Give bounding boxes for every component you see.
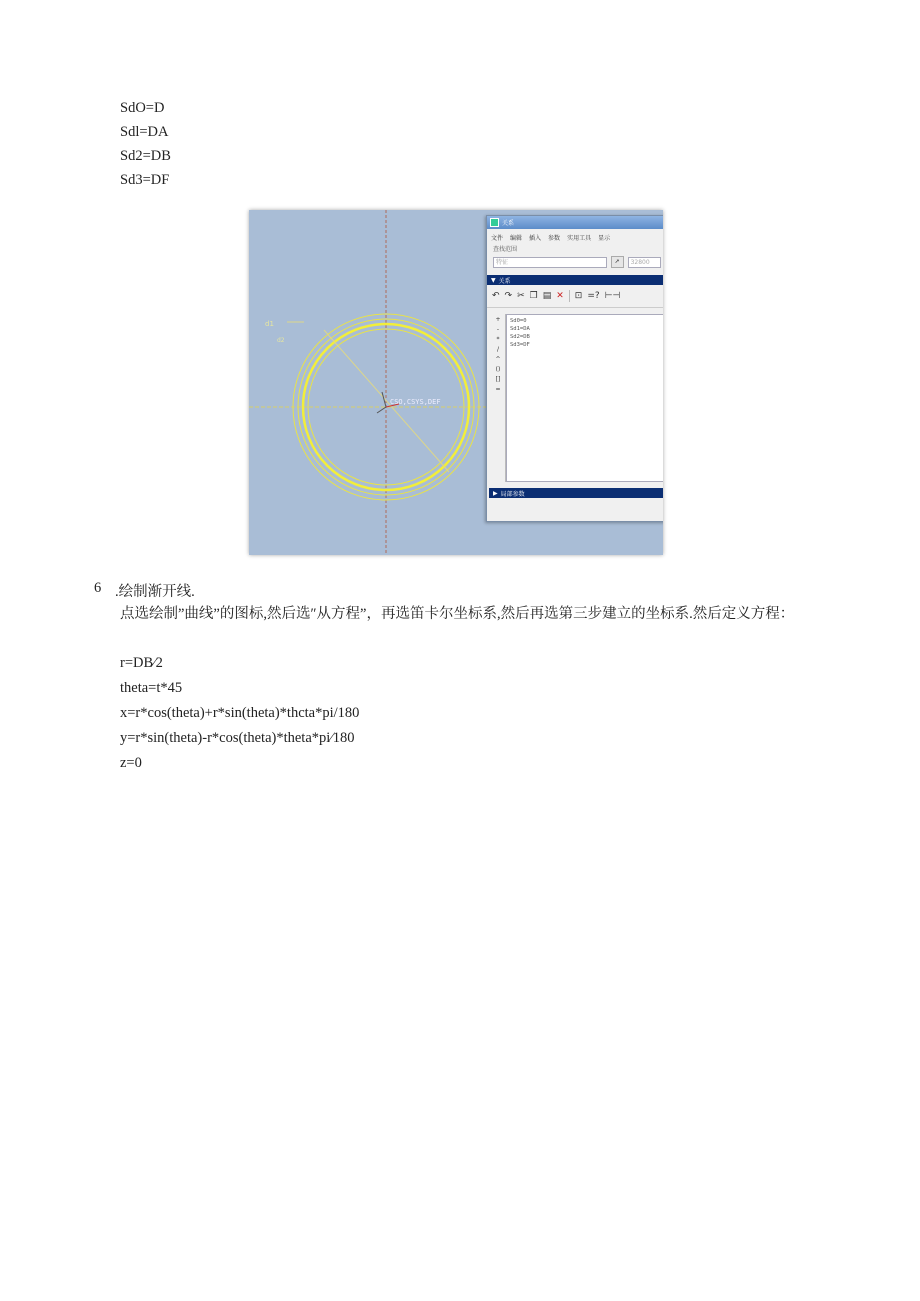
relations-toolbar bbox=[487, 285, 663, 308]
lookup-label: 查找范围 bbox=[493, 246, 518, 253]
relations-section-label: 关系 bbox=[498, 277, 511, 285]
evaluate-icon[interactable]: =? bbox=[587, 291, 600, 301]
dialog-titlebar bbox=[487, 216, 663, 229]
dimension-label: d1 bbox=[265, 320, 274, 328]
editor-line: Sd0=0 bbox=[510, 318, 527, 324]
local-params-bar[interactable] bbox=[489, 488, 663, 498]
relation-line: SdO=D bbox=[120, 100, 165, 116]
app-icon bbox=[490, 218, 499, 227]
equation-line: x=r*cos(theta)+r*sin(theta)*thcta*pi/180 bbox=[120, 705, 360, 721]
menu-parameters[interactable]: 参数 bbox=[548, 235, 561, 242]
step-title: .绘制渐开线. bbox=[115, 584, 195, 600]
dimension-label: d2 bbox=[277, 337, 285, 344]
menu-bar bbox=[487, 229, 663, 244]
csys-label: CSO,CSYS,DEF bbox=[390, 398, 441, 406]
menu-file[interactable]: 文件 bbox=[491, 235, 504, 242]
menu-edit[interactable]: 编辑 bbox=[510, 235, 523, 242]
collapse-triangle-icon: ▼ bbox=[491, 276, 496, 284]
menu-display[interactable]: 显示 bbox=[598, 235, 611, 242]
operator-button[interactable]: + bbox=[495, 316, 501, 323]
operator-button[interactable]: - bbox=[496, 326, 500, 333]
relations-screenshot bbox=[249, 210, 663, 555]
copy-icon[interactable]: ❐ bbox=[529, 291, 538, 301]
relation-line: Sdl=DA bbox=[120, 124, 169, 140]
menu-utilities[interactable]: 实用工具 bbox=[567, 235, 592, 242]
local-params-label: 局部参数 bbox=[500, 490, 525, 498]
delete-icon[interactable]: ✕ bbox=[556, 291, 564, 301]
editor-area bbox=[491, 314, 663, 482]
equation-line: theta=t*45 bbox=[120, 680, 183, 696]
relation-line: Sd3=DF bbox=[120, 172, 170, 188]
editor-line: Sd3=DF bbox=[510, 342, 530, 348]
scope-field[interactable]: 32800 bbox=[628, 257, 661, 268]
lookup-row bbox=[487, 253, 663, 271]
equation-line: r=DB⁄2 bbox=[120, 655, 163, 671]
operator-button[interactable]: [] bbox=[495, 376, 501, 383]
operator-button[interactable]: = bbox=[495, 386, 501, 393]
dimension-icon[interactable]: ⊢⊣ bbox=[604, 291, 621, 301]
operator-button[interactable]: / bbox=[496, 346, 500, 353]
cut-icon[interactable]: ✂ bbox=[517, 291, 525, 301]
select-arrow-icon[interactable]: ➚ bbox=[611, 256, 624, 268]
operator-button[interactable]: * bbox=[496, 336, 500, 343]
operator-panel bbox=[491, 314, 506, 482]
scope-select[interactable]: 特征 bbox=[493, 257, 607, 268]
equation-line: z=0 bbox=[120, 755, 142, 771]
operator-button[interactable]: () bbox=[495, 366, 501, 373]
csys-z-axis bbox=[377, 407, 386, 413]
relation-line: Sd2=DB bbox=[120, 148, 171, 164]
paste-icon[interactable]: ▤ bbox=[542, 291, 552, 301]
insert-param-icon[interactable]: ⊡ bbox=[574, 291, 583, 301]
equation-line: y=r*sin(theta)-r*cos(theta)*theta*pi⁄180 bbox=[120, 730, 355, 746]
menu-insert[interactable]: 插入 bbox=[529, 235, 542, 242]
editor-line: Sd1=DA bbox=[510, 326, 530, 332]
relations-dialog bbox=[486, 215, 663, 522]
redo-icon[interactable]: ↷ bbox=[504, 291, 513, 301]
step-instruction: 点选绘制”曲线”的图标,然后选″从方程”，再选笛卡尔坐标系,然后再选第三步建立的坐标系.然后定义方程： bbox=[120, 606, 795, 622]
undo-icon[interactable]: ↶ bbox=[492, 291, 500, 301]
expand-triangle-icon: ▶ bbox=[493, 489, 498, 497]
step-number: 6 bbox=[94, 580, 102, 596]
relations-editor[interactable] bbox=[506, 314, 663, 482]
relations-section-bar[interactable] bbox=[487, 275, 663, 285]
operator-button[interactable]: ^ bbox=[495, 356, 501, 363]
editor-line: Sd2=DB bbox=[510, 334, 530, 340]
dialog-title: 关系 bbox=[502, 220, 515, 227]
